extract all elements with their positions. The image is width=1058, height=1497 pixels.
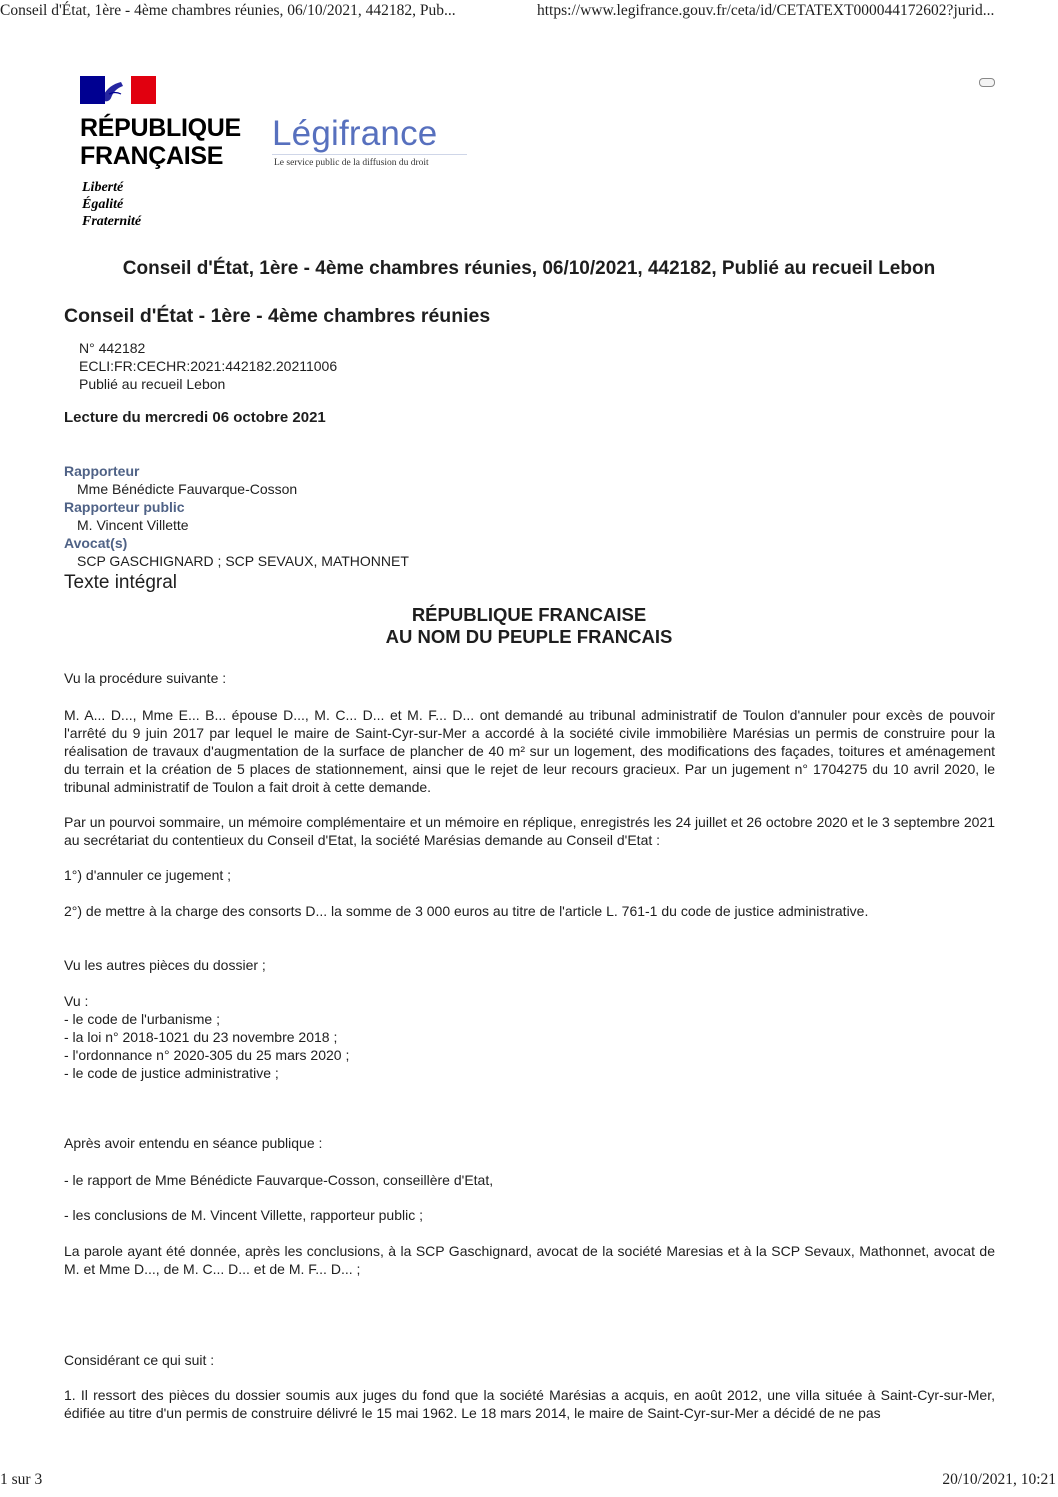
paragraph: M. A... D..., Mme E... B... épouse D..., M. C... D... et M. F... D... ont demandé au tribunal administratif de Toulon d'annuler pour excès de pouvoir l'arrêté du 9 juin 2017 par lequel le maire de Saint-Cyr-sur-Mer a accordé à la société civile immobilière Marésias un permis de construire pour la réalisation de travaux d'augmentation de la surface de plancher de 40 m² sur un logement, des modifications des façades, toitures et aménagement du terrain et la création de 5 places de stationnement, ainsi que le rejet de leur recours gracieux. Par un jugement n° 1704275 du 10 avril 2020, le tribunal administratif de Toulon a fait droit à cette demande. bbox=[64, 707, 995, 795]
legifrance-tagline: Le service public de la diffusion du droit bbox=[274, 158, 429, 168]
paragraph: Considérant ce qui suit : bbox=[64, 1352, 215, 1368]
paragraph: Vu la procédure suivante : bbox=[64, 670, 227, 686]
print-datetime: 20/10/2021, 10:21 bbox=[942, 1471, 1056, 1488]
paragraph: Après avoir entendu en séance publique : bbox=[64, 1135, 323, 1151]
reading-date: Lecture du mercredi 06 octobre 2021 bbox=[64, 409, 326, 426]
list-item: - le code de l'urbanisme ; bbox=[64, 1011, 220, 1027]
print-footer bbox=[0, 1471, 1058, 1491]
party-role: Avocat(s) bbox=[64, 535, 128, 551]
party-name: SCP GASCHIGNARD ; SCP SEVAUX, MATHONNET bbox=[77, 553, 409, 569]
party-role: Rapporteur public bbox=[64, 499, 185, 515]
republique-francaise-wordmark: RÉPUBLIQUE FRANÇAISE bbox=[80, 114, 241, 170]
paragraph: - les conclusions de M. Vincent Villette, rapporteur public ; bbox=[64, 1207, 424, 1223]
legifrance-wordmark: Légifrance bbox=[272, 114, 438, 153]
list-item: - le code de justice administrative ; bbox=[64, 1065, 279, 1081]
print-header-url: https://www.legifrance.gouv.fr/ceta/id/CETATEXT000044172602?jurid... bbox=[537, 2, 995, 19]
party-name: Mme Bénédicte Fauvarque-Cosson bbox=[77, 481, 298, 497]
print-header-title: Conseil d'État, 1ère - 4ème chambres réunies, 06/10/2021, 442182, Pub... bbox=[0, 2, 456, 19]
page-title: Conseil d'État, 1ère - 4ème chambres réunies, 06/10/2021, 442182, Publié au recueil Lebon bbox=[122, 258, 936, 279]
republic-motto: Liberté Égalité Fraternité bbox=[82, 180, 142, 229]
print-header bbox=[0, 0, 1058, 22]
party-role: Rapporteur bbox=[64, 463, 140, 479]
site-logo[interactable] bbox=[80, 76, 500, 236]
decision-number: N° 442182 bbox=[79, 340, 146, 356]
publication-status: Publié au recueil Lebon bbox=[79, 376, 226, 392]
vu-list: Vu : - le code de l'urbanisme ; - la loi n° 2018-1021 du 23 novembre 2018 ; - l'ordonnance n° 2020-305 du 25 mars 2020 ; - le code de justice administrative ; bbox=[64, 992, 995, 1082]
paragraph: Par un pourvoi sommaire, un mémoire complémentaire et un mémoire en réplique, enregistrés les 24 juillet et 26 octobre 2020 et le 3 septembre 2021 au secrétariat du contentieux du Conseil d'Etat, la société Marésias demande au Conseil d'Etat : bbox=[64, 814, 995, 848]
decision-metadata bbox=[79, 339, 337, 393]
paragraph: - le rapport de Mme Bénédicte Fauvarque-Cosson, conseillère d'Etat, bbox=[64, 1172, 494, 1188]
parties-list bbox=[64, 462, 409, 570]
print-toggle-button[interactable] bbox=[979, 78, 995, 87]
court-name: Conseil d'État - 1ère - 4ème chambres réunies bbox=[64, 305, 491, 327]
list-item: - l'ordonnance n° 2020-305 du 25 mars 2020 ; bbox=[64, 1047, 350, 1063]
full-text-label: Texte intégral bbox=[64, 572, 178, 593]
paragraph: Vu les autres pièces du dossier ; bbox=[64, 957, 266, 973]
list-item: - la loi n° 2018-1021 du 23 novembre 2018 ; bbox=[64, 1029, 338, 1045]
marianne-flag-icon bbox=[80, 76, 156, 104]
legifrance-divider bbox=[272, 154, 467, 155]
paragraph: 2°) de mettre à la charge des consorts D... la somme de 3 000 euros au titre de l'article L. 761-1 du code de justice administrative. bbox=[64, 903, 869, 919]
paragraph: 1°) d'annuler ce jugement ; bbox=[64, 867, 232, 883]
page-counter: 1 sur 3 bbox=[0, 1471, 43, 1488]
paragraph: 1. Il ressort des pièces du dossier soumis aux juges du fond que la société Marésias a acquis, en août 2012, une villa située à Saint-Cyr-sur-Mer, édifiée au titre d'un permis de construire délivré le 15 mai 1962. Le 18 mars 2014, le maire de Saint-Cyr-sur-Mer a décidé de ne pas bbox=[64, 1387, 995, 1421]
ecli-code: ECLI:FR:CECHR:2021:442182.20211006 bbox=[79, 358, 338, 374]
paragraph: La parole ayant été donnée, après les conclusions, à la SCP Gaschignard, avocat de la société Maresias et à la SCP Sevaux, Mathonnet, avocat de M. et Mme D..., de M. C... D... et de M. F... D... ; bbox=[64, 1243, 995, 1277]
decision-heading: RÉPUBLIQUE FRANCAISE AU NOM DU PEUPLE FRANCAIS bbox=[385, 604, 673, 647]
party-name: M. Vincent Villette bbox=[77, 517, 189, 533]
